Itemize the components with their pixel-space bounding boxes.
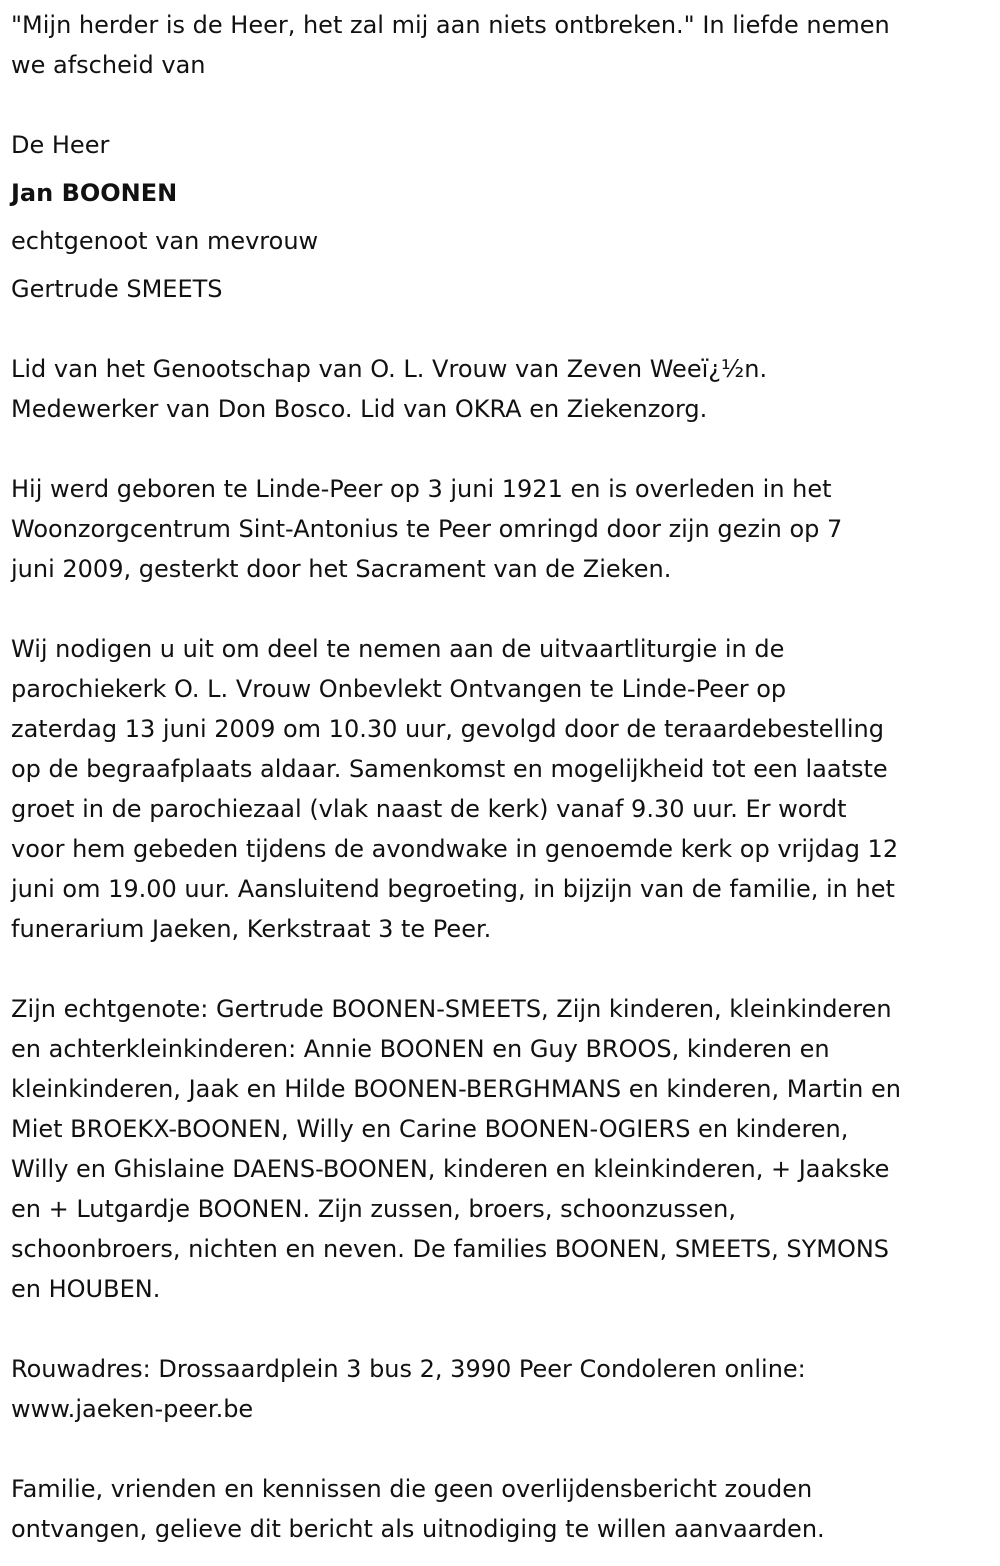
family-paragraph [11, 989, 1000, 1309]
text-line: Medewerker van Don Bosco. Lid van OKRA en Ziekenzorg. [11, 395, 708, 423]
text-line: en HOUBEN. [11, 1275, 161, 1303]
text-line: ontvangen, gelieve dit bericht als uitnodiging te willen aanvaarden. [11, 1515, 825, 1543]
text-line: Willy en Ghislaine DAENS-BOONEN, kinderen en kleinkinderen, + Jaakske [11, 1155, 890, 1183]
address-paragraph [11, 1349, 1000, 1429]
text-line: juni 2009, gesterkt door het Sacrament van de Zieken. [11, 555, 672, 583]
deceased-name: Jan BOONEN [11, 179, 178, 207]
text-line: Lid van het Genootschap van O. L. Vrouw van Zeven Weeï¿½n. [11, 355, 768, 383]
text-line: funerarium Jaeken, Kerkstraat 3 te Peer. [11, 915, 492, 943]
text-line: Hij werd geboren te Linde-Peer op 3 juni 1921 en is overleden in het [11, 475, 832, 503]
text-line: groet in de parochiezaal (vlak naast de kerk) vanaf 9.30 uur. Er wordt [11, 795, 847, 823]
intro-paragraph [11, 5, 1000, 85]
text-line: www.jaeken-peer.be [11, 1395, 254, 1423]
birth-death-paragraph [11, 469, 1000, 589]
funeral-paragraph [11, 629, 1000, 949]
text-line: op de begraafplaats aldaar. Samenkomst en mogelijkheid tot een laatste [11, 755, 888, 783]
text-line: Wij nodigen u uit om deel te nemen aan de uitvaartliturgie in de [11, 635, 785, 663]
text-line: "Mijn herder is de Heer, het zal mij aan niets ontbreken." In liefde nemen [11, 11, 890, 39]
closing-paragraph [11, 1469, 1000, 1549]
text-line: zaterdag 13 juni 2009 om 10.30 uur, gevolgd door de teraardebestelling [11, 715, 884, 743]
text-line: kleinkinderen, Jaak en Hilde BOONEN-BERGHMANS en kinderen, Martin en [11, 1075, 901, 1103]
name-block [11, 125, 1000, 309]
text-line: schoonbroers, nichten en neven. De families BOONEN, SMEETS, SYMONS [11, 1235, 890, 1263]
honorific: De Heer [11, 131, 110, 159]
memberships-paragraph [11, 349, 1000, 429]
text-line: en achterkleinkinderen: Annie BOONEN en Guy BROOS, kinderen en [11, 1035, 830, 1063]
text-line: voor hem gebeden tijdens de avondwake in genoemde kerk op vrijdag 12 [11, 835, 899, 863]
text-line: Zijn echtgenote: Gertrude BOONEN-SMEETS, Zijn kinderen, kleinkinderen [11, 995, 892, 1023]
text-line: juni om 19.00 uur. Aansluitend begroeting, in bijzijn van de familie, in het [11, 875, 895, 903]
text-line: Woonzorgcentrum Sint-Antonius te Peer omringd door zijn gezin op 7 [11, 515, 843, 543]
text-line: we afscheid van [11, 51, 206, 79]
text-line: en + Lutgardje BOONEN. Zijn zussen, broers, schoonzussen, [11, 1195, 736, 1223]
relation: echtgenoot van mevrouw [11, 227, 319, 255]
text-line: Rouwadres: Drossaardplein 3 bus 2, 3990 Peer Condoleren online: [11, 1355, 806, 1383]
text-line: Miet BROEKX-BOONEN, Willy en Carine BOONEN-OGIERS en kinderen, [11, 1115, 849, 1143]
text-line: parochiekerk O. L. Vrouw Onbevlekt Ontvangen te Linde-Peer op [11, 675, 787, 703]
spouse-name: Gertrude SMEETS [11, 275, 223, 303]
text-line: Familie, vrienden en kennissen die geen overlijdensbericht zouden [11, 1475, 813, 1503]
